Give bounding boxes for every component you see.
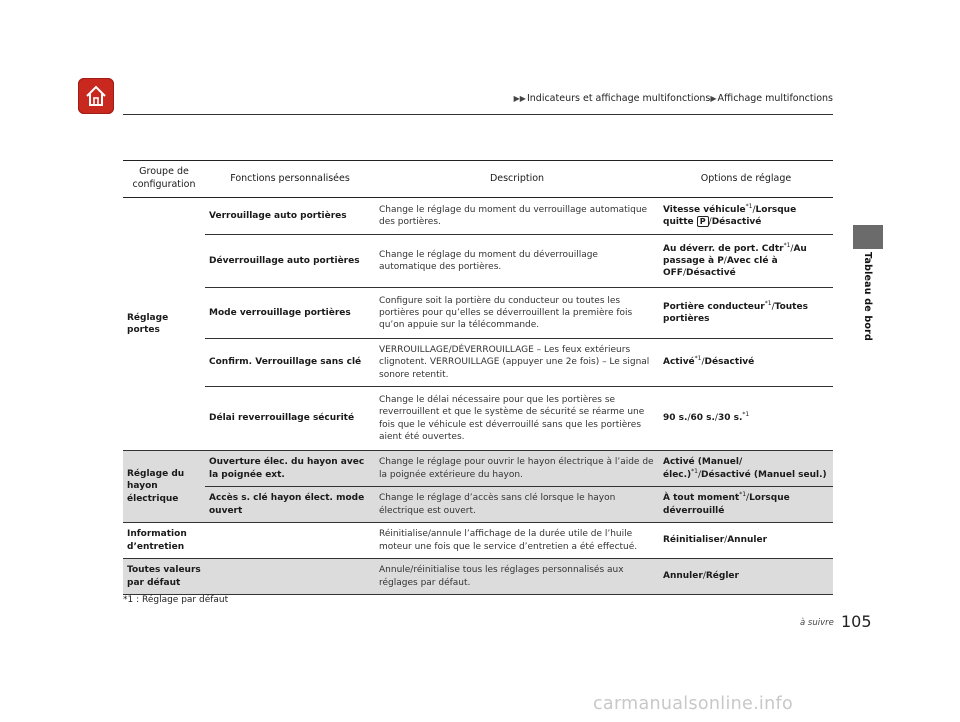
footnote: *1 : Réglage par défaut [123,595,229,605]
group-cell: Information d’entretien [123,523,205,559]
triangle-icon: ▶▶ [513,94,526,103]
option-value: 30 s. [717,413,743,424]
option-separator: / [771,301,775,312]
gear-p-icon: P [697,216,709,227]
settings-table [123,160,833,595]
column-header-group: Groupe de configuration [123,161,205,198]
table-row [123,198,833,235]
options-cell [659,288,833,339]
function-cell: Mode verrouillage portières [205,288,375,339]
options-cell [659,339,833,387]
function-cell: Verrouillage auto portières [205,198,375,235]
breadcrumb-item-1[interactable]: Indicateurs et affichage multifonctions [526,93,711,104]
option-separator: / [752,204,756,215]
option-value: Vitesse véhicule [663,204,746,215]
column-header-function: Fonctions personnalisées [205,161,375,198]
description-cell: Change le délai nécessaire pour que les portières se reverrouillent et que le système de sécurité se réarme une fois que le véhicule est déverrouillé sans que les portières aient été ouvertes. [375,387,659,451]
table-row [123,451,833,487]
table-row [123,387,833,451]
breadcrumb-item-2[interactable]: Affichage multifonctions [717,93,833,104]
function-cell [205,523,375,559]
option-value: Désactivé [704,357,755,368]
option-value: Lorsque quitte [663,204,797,227]
option-value: 60 s. [690,413,715,424]
function-cell: Accès s. clé hayon élect. mode ouvert [205,487,375,523]
option-value: Réinitialiser [663,535,725,546]
triangle-icon: ▶ [710,94,717,103]
default-marker: *1 [783,241,791,249]
table-row [123,235,833,288]
options-cell [659,523,833,559]
function-cell: Délai reverrouillage sécurité [205,387,375,451]
description-cell: Réinitialise/annule l’affichage de la durée utile de l’huile moteur une fois que le service d’entretien a été effectué. [375,523,659,559]
option-value: Lorsque déverrouillé [663,493,790,516]
default-marker: *1 [691,467,698,475]
description-cell: VERROUILLAGE/DÉVERROUILLAGE – Les feux extérieurs clignotent. VERROUILLAGE (appuyer une 2e fois) – Le signal sonore retentit. [375,339,659,387]
table-row [123,288,833,339]
header-rule [123,114,833,115]
description-cell: Change le réglage du moment du verrouillage automatique des portières. [375,198,659,235]
option-separator: / [682,268,686,279]
option-value: Portière conducteur [663,301,765,312]
group-cell: Réglage du hayon électrique [123,451,205,523]
table-row [123,523,833,559]
option-separator: / [724,535,728,546]
home-button[interactable] [78,78,114,114]
watermark: carmanualsonline.info [593,694,793,714]
group-cell: Réglage portes [123,198,205,451]
group-cell: Toutes valeurs par défaut [123,559,205,595]
column-header-options: Options de réglage [659,161,833,198]
options-cell [659,451,833,487]
option-value: À tout moment [663,493,740,504]
option-value: Activé (Manuel/élec.) [663,457,743,480]
option-separator: / [698,469,702,480]
options-cell [659,198,833,235]
continued-label: à suivre [800,618,834,628]
option-value: Au passage à P [663,243,807,266]
options-cell [659,487,833,523]
options-cell [659,235,833,288]
page-number: 105 [841,612,872,631]
option-separator: / [701,357,705,368]
option-value: Désactivé (Manuel seul.) [701,469,827,480]
description-cell: Change le réglage pour ouvrir le hayon électrique à l’aide de la poignée extérieure du hayon. [375,451,659,487]
options-cell [659,559,833,595]
option-value: Activé [663,357,695,368]
section-tab-label: Tableau de bord [862,252,873,342]
option-separator: / [708,217,712,227]
option-separator: / [746,493,750,504]
function-cell: Ouverture élec. du hayon avec la poignée ext. [205,451,375,487]
table-row [123,559,833,595]
option-value: Annuler [663,571,703,582]
function-cell [205,559,375,595]
table-row [123,487,833,523]
option-value: 90 s. [663,413,688,424]
option-value: Avec clé à OFF [663,255,778,279]
breadcrumb [514,93,833,104]
column-header-description: Description [375,161,659,198]
option-separator: / [687,413,691,424]
function-cell: Confirm. Verrouillage sans clé [205,339,375,387]
description-cell: Configure soit la portière du conducteur ou toutes les portières pour qu’elles se déverrouillent la première fois qu’on appuie sur la télécommande. [375,288,659,339]
option-value: Régler [705,571,739,582]
option-separator: / [723,255,727,266]
option-value: Annuler [727,535,768,546]
default-marker: *1 [745,202,753,210]
table-row [123,339,833,387]
option-value: Toutes portières [663,301,808,324]
description-cell: Change le réglage du moment du déverrouillage automatique des portières. [375,235,659,288]
description-cell: Annule/réinitialise tous les réglages personnalisés aux réglages par défaut. [375,559,659,595]
section-tab-marker [853,225,883,249]
default-marker: *1 [742,411,750,419]
option-separator: / [714,413,718,424]
option-value: Désactivé [686,268,736,279]
description-cell: Change le réglage d’accès sans clé lorsque le hayon électrique est ouvert. [375,487,659,523]
option-separator: / [702,571,706,582]
default-marker: *1 [739,491,747,499]
default-marker: *1 [694,355,702,363]
function-cell: Déverrouillage auto portières [205,235,375,288]
default-marker: *1 [764,299,772,307]
option-value: Au déverr. de port. Cdtr [663,243,784,254]
options-cell [659,387,833,451]
option-separator: / [790,243,794,254]
home-icon [84,84,108,108]
option-value: Désactivé [711,217,762,227]
